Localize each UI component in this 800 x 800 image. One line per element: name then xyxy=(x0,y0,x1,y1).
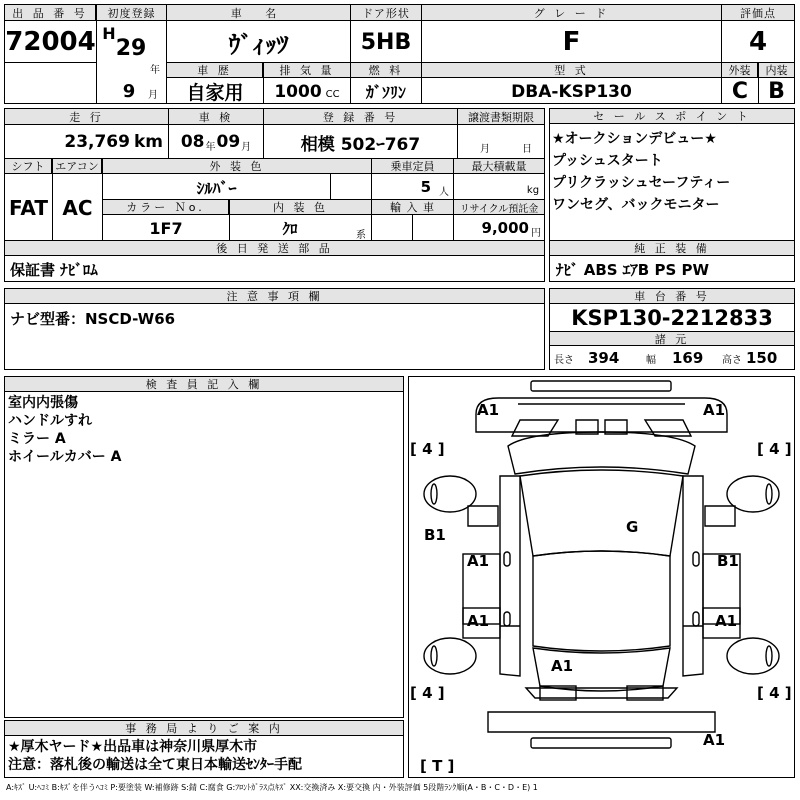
displacement xyxy=(264,79,350,104)
caution: ナビ型番：NSCD-W66 xyxy=(10,309,176,328)
damage-rear-bumper: A1 xyxy=(703,731,726,749)
recycle-value: 9,000 xyxy=(481,219,529,237)
mileage-unit: km xyxy=(133,132,163,152)
caution-label: 注 意 事 項 欄 xyxy=(5,289,544,304)
inspector-note: ホイールカバー A xyxy=(8,449,122,465)
score: 4 xyxy=(748,27,768,57)
tire-rear-left: [ 4 ] xyxy=(410,684,445,702)
mileage-value: 23,769 xyxy=(64,132,130,152)
load-unit: kg xyxy=(526,184,540,196)
load-label: 最大積載量 xyxy=(454,159,544,174)
recycle-label: リサイクル預託金 xyxy=(454,200,544,215)
reg-no: 相模 502ｰ767 xyxy=(300,134,421,155)
inspector-notes xyxy=(8,394,398,466)
trunk-marker: [ T ] xyxy=(420,757,455,775)
sales-points xyxy=(552,128,792,216)
tire-front-right: [ 4 ] xyxy=(757,440,792,458)
equipment-label: 純 正 装 備 xyxy=(550,241,794,256)
color-label: 外 装 色 xyxy=(103,159,371,174)
era-letter: H xyxy=(102,23,116,43)
sales-point: プッシュスタート xyxy=(552,153,663,169)
lot-no-label: 出 品 番 号 xyxy=(5,5,96,21)
door-label: ドア形状 xyxy=(351,5,421,21)
reg-no-label: 登 録 番 号 xyxy=(264,109,457,124)
sales-label: セ ー ル ス ポ イ ン ト xyxy=(550,109,794,124)
int-color-unit: 系 xyxy=(356,229,366,241)
displacement-value: 1000 xyxy=(274,81,322,102)
later-parts: 保証書 ﾅﾋﾞﾛﾑ xyxy=(10,260,98,279)
office-label: 事 務 局 よ り ご 案 内 xyxy=(5,721,403,736)
inspection-year-unit: 年 xyxy=(205,141,216,153)
damage-right-door-rear: A1 xyxy=(715,612,738,630)
door-type: 5HB xyxy=(360,29,412,55)
equipment: ﾅﾋﾞ ABS ｴｱB PS PW xyxy=(556,260,710,279)
recycle-unit: 円 xyxy=(531,227,541,239)
ac-label: エアコン xyxy=(53,159,102,174)
sales-point: ★オークションデビュー★ xyxy=(552,131,717,147)
grade: F xyxy=(562,27,581,57)
damage-right-b1: B1 xyxy=(717,552,739,570)
mileage-label: 走 行 xyxy=(5,109,168,124)
exterior-grade: C xyxy=(731,79,749,104)
transfer-label: 譲渡書類期限 xyxy=(458,109,544,124)
mileage xyxy=(5,126,167,158)
spec-length xyxy=(554,348,626,368)
capacity-label: 乗車定員 xyxy=(372,159,453,174)
displacement-label: 排 気 量 xyxy=(264,63,350,78)
office-notice xyxy=(8,738,400,774)
fuel-label: 燃 料 xyxy=(351,63,421,78)
capacity xyxy=(372,175,453,199)
damage-front-left: A1 xyxy=(477,401,500,419)
interior-grade: B xyxy=(768,79,785,104)
transfer-day-unit: 日 xyxy=(522,143,532,155)
car-name-label: 車 名 xyxy=(167,5,350,21)
inspector-label: 検 査 員 記 入 欄 xyxy=(5,377,403,392)
color: ｼﾙﾊﾞｰ xyxy=(196,178,237,198)
recycle xyxy=(454,216,544,240)
spec-label: 諸 元 xyxy=(550,331,794,346)
width-value: 169 xyxy=(672,349,704,367)
tire-rear-right: [ 4 ] xyxy=(757,684,792,702)
ac: AC xyxy=(62,195,93,220)
damage-rear-glass: A1 xyxy=(551,657,574,675)
history-label: 車 歴 xyxy=(167,63,263,78)
color-no: 1F7 xyxy=(149,218,183,238)
inspection-month: 09 xyxy=(216,132,241,152)
legend: A:ｷｽﾞ U:ﾍｺﾐ B:ｷｽﾞを伴うﾍｺﾐ P:要塗装 W:補修跡 S:錆 C:腐食 G:ﾌﾛﾝﾄｶﾞﾗｽ点ｷｽﾞ XX:交換済み X:要交換 内・外装評価 5段階ﾗﾝｸ順(A・B・C・D・E) 1 xyxy=(6,783,538,792)
first-reg-label: 初度登録 xyxy=(97,5,166,21)
int-color-label: 内 装 色 xyxy=(230,200,371,215)
spec-width xyxy=(646,348,710,368)
car-name: ｳﾞｨｯﾂ xyxy=(228,30,289,59)
tire-front-left: [ 4 ] xyxy=(410,440,445,458)
score-label: 評価点 xyxy=(722,5,794,21)
length-label: 長さ xyxy=(554,354,574,366)
height-label: 高さ xyxy=(722,354,742,366)
month-unit: 月 xyxy=(148,89,158,101)
capacity-value: 5 xyxy=(420,178,431,196)
inspection-month-unit: 月 xyxy=(241,141,252,153)
inspector-note: 室内内張傷 xyxy=(8,395,78,411)
interior-label: 内装 xyxy=(759,63,794,78)
fuel: ｶﾞｿﾘﾝ xyxy=(365,83,406,102)
import-label: 輸 入 車 xyxy=(372,200,453,215)
transfer-month-unit: 月 xyxy=(480,143,490,155)
grade-label: グ レ ー ド xyxy=(422,5,721,21)
damage-left-door-rear: A1 xyxy=(467,612,490,630)
damage-front-right: A1 xyxy=(703,401,726,419)
era-year: 29 xyxy=(115,35,147,61)
inspector-note: ハンドルすれ xyxy=(8,413,92,429)
displacement-unit: CC xyxy=(325,89,340,100)
month: 9 xyxy=(122,80,136,102)
inspector-note: ミラー A xyxy=(8,431,66,447)
sales-point: ワンセグ、バックモニター xyxy=(552,197,720,213)
inspection-date xyxy=(169,126,263,158)
int-color: ｸﾛ xyxy=(282,219,298,238)
car-outline xyxy=(408,376,795,778)
shift: FAT xyxy=(9,195,48,220)
year-unit: 年 xyxy=(150,64,160,76)
model: DBA-KSP130 xyxy=(511,81,632,102)
inspection-label: 車 検 xyxy=(169,109,263,124)
shift-label: シフト xyxy=(5,159,52,174)
damage-left-b1: B1 xyxy=(424,526,446,544)
history: 自家用 xyxy=(186,82,244,104)
exterior-label: 外装 xyxy=(722,63,758,78)
chassis-label: 車 台 番 号 xyxy=(550,289,794,304)
capacity-unit: 人 xyxy=(439,186,449,198)
length-value: 394 xyxy=(588,349,620,367)
inspection-year: 08 xyxy=(180,132,205,152)
model-label: 型 式 xyxy=(422,63,721,78)
lot-no: 72004 xyxy=(5,27,96,57)
color-no-label: カラー Ｎo. xyxy=(103,200,229,215)
damage-left-door-front: A1 xyxy=(467,552,490,570)
office-line: ★厚木ヤード★出品車は神奈川県厚木市 xyxy=(8,739,258,755)
chassis-no: KSP130-2212833 xyxy=(571,306,773,330)
spec-height xyxy=(722,348,792,368)
office-line: 注意：落札後の輸送は全て東日本輸送ｾﾝﾀｰ手配 xyxy=(8,757,302,773)
height-value: 150 xyxy=(746,349,778,367)
width-label: 幅 xyxy=(646,354,656,366)
sales-point: プリクラッシュセーフティー xyxy=(552,175,731,191)
later-parts-label: 後 日 発 送 部 品 xyxy=(5,241,544,256)
damage-roof-g: G xyxy=(626,518,639,536)
